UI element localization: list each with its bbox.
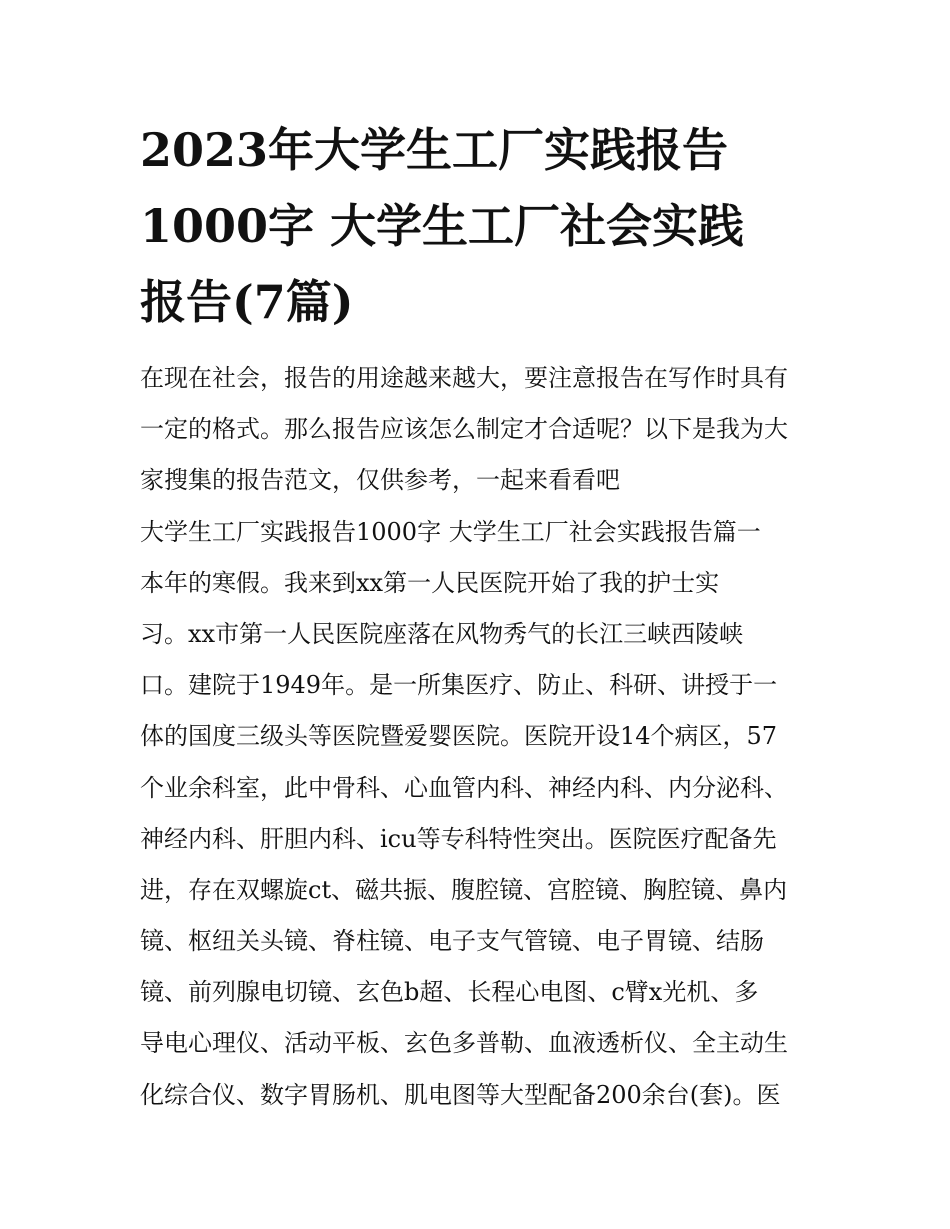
body-line-1: 在现在社会，报告的用途越来越大，要注意报告在写作时具有 — [140, 364, 788, 392]
body-line-15: 化综合仪、数字胃肠机、肌电图等大型配备200余台(套)。医 — [140, 1080, 781, 1109]
body-line-7: 口。建院于1949年。是一所集医疗、防止、科研、讲授于一 — [140, 671, 778, 700]
document-body — [140, 353, 830, 1121]
body-line-10: 神经内科、肝胆内科、icu等专科特性突出。医院医疗配备先 — [140, 824, 777, 853]
body-line-13: 镜、前列腺电切镜、玄色b超、长程心电图、c臂x光机、多 — [140, 978, 759, 1007]
body-line-14: 导电心理仪、活动平板、玄色多普勒、血液透析仪、全主动生 — [140, 1029, 788, 1058]
body-line-5: 本年的寒假。我来到xx第一人民医院开始了我的护士实 — [140, 568, 720, 597]
body-line-6: 习。xx市第一人民医院座落在风物秀气的长江三峡西陵峡 — [140, 619, 744, 648]
body-line-8: 体的国度三级头等医院暨爱婴医院。医院开设14个病区，57 — [140, 722, 778, 751]
section-heading-line: 大学生工厂实践报告1000字 大学生工厂社会实践报告篇一 — [140, 517, 761, 546]
body-line-12: 镜、枢纽关头镜、脊柱镜、电子支气管镜、电子胃镜、结肠 — [140, 927, 764, 956]
body-line-3: 家搜集的报告范文，仅供参考，一起来看看吧 — [140, 466, 620, 495]
body-line-11: 进，存在双螺旋ct、磁共振、腹腔镜、宫腔镜、胸腔镜、鼻内 — [140, 875, 788, 904]
title-line-2: 1000字 大学生工厂社会实践 — [140, 199, 745, 253]
document-title — [140, 112, 820, 340]
title-line-3: 报告(7篇) — [140, 275, 354, 329]
body-line-2: 一定的格式。那么报告应该怎么制定才合适呢？以下是我为大 — [140, 415, 788, 444]
title-line-1: 2023年大学生工厂实践报告 — [140, 123, 729, 177]
body-line-9: 个业余科室，此中骨科、心血管内科、神经内科、内分泌科、 — [140, 773, 788, 802]
